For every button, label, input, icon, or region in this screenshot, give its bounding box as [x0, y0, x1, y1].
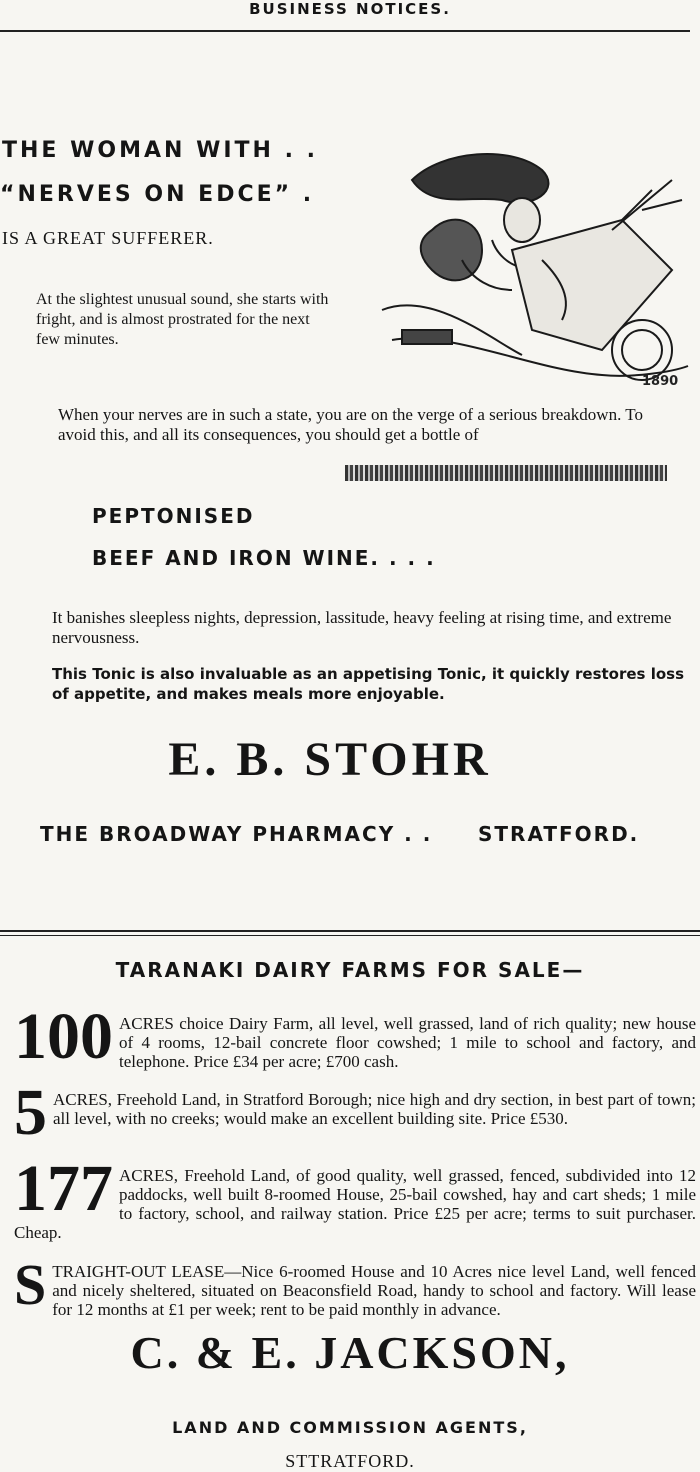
- listing-dropcap: 100: [14, 1000, 113, 1073]
- ad1-headline-1: THE WOMAN WITH . .: [2, 138, 318, 163]
- section-rule-bottom: [0, 935, 700, 936]
- header-rule: [0, 30, 690, 32]
- listing-item: [14, 1252, 696, 1319]
- ad1-symptom-text: At the slightest unusual sound, she starts with fright, and is almost prostrated for the next few minutes.: [36, 291, 329, 348]
- illustration-year: 1890: [642, 374, 679, 389]
- listing-text: ACRES, Freehold Land, of good quality, well grassed, fenced, subdivided into 12 paddocks, well built 8-roomed House, 25-bail cowshed, hay and cart sheds; 1 mile to factory, school, and railway station. Price £25 per acre; terms to suit purchaser. Cheap.: [14, 1166, 696, 1242]
- listing-item: [14, 1152, 696, 1242]
- ad1-headline-2: “NERVES ON EDCE” .: [0, 182, 315, 207]
- ad1-subhead: IS A GREAT SUFFERER.: [2, 228, 214, 248]
- listing-dropcap: 5: [14, 1076, 47, 1149]
- listing-dropcap: 177: [14, 1152, 113, 1225]
- ad1-body-text: When your nerves are in such a state, you are on the verge of a serious breakdown. To avoid this, and all its consequences, you should get a bottle of: [58, 405, 643, 444]
- ad2-title: TARANAKI DAIRY FARMS FOR SALE—: [115, 958, 585, 982]
- section-rule-top: [0, 930, 700, 932]
- ad2-agent-role: LAND AND COMMISSION AGENTS,: [172, 1418, 528, 1437]
- listing-text: ACRES, Freehold Land, in Stratford Borough; nice high and dry section, in best part of town; all level, with no creeks; would make an excellent building site. Price £530.: [53, 1090, 696, 1128]
- ad2-town: STTRATFORD.: [285, 1451, 415, 1471]
- ad1-tonic-text: This Tonic is also invaluable as an appetising Tonic, it quickly restores loss of appetite, and makes meals more enjoyable.: [52, 665, 684, 703]
- ad1-benefits-text: It banishes sleepless nights, depression, lassitude, heavy feeling at rising time, and extreme nervousness.: [52, 608, 672, 647]
- ad1-product-line-1: PEPTONISED: [92, 504, 255, 528]
- woman-reading-illustration: [372, 140, 694, 390]
- page-header: BUSINESS NOTICES.: [249, 0, 451, 18]
- listing-dropcap: S: [14, 1252, 47, 1317]
- listing-item: [14, 1076, 696, 1149]
- ad1-town: STRATFORD.: [478, 822, 640, 846]
- ad1-advertiser-name: E. B. STOHR: [168, 733, 492, 786]
- ad2-agent-name: C. & E. JACKSON,: [130, 1327, 570, 1378]
- listing-text: TRAIGHT-OUT LEASE—Nice 6-roomed House and 10 Acres nice level Land, well fenced and nicely sheltered, situated on Beaconsfield Road, handy to school and factory. Will lease for 12 months at £1 per week; rent to be paid monthly in advance.: [52, 1262, 696, 1319]
- ornament-band: [345, 465, 667, 481]
- ad1-product-line-2: BEEF AND IRON WINE. . . .: [92, 546, 436, 570]
- listing-item: [14, 1000, 696, 1073]
- listing-text: ACRES choice Dairy Farm, all level, well grassed, land of rich quality; new house of 4 rooms, 12-bail concrete floor cowshed; 1 mile to school and factory, and telephone. Price £34 per acre; £700 cash.: [119, 1014, 696, 1071]
- ad1-address: THE BROADWAY PHARMACY . .: [40, 822, 433, 846]
